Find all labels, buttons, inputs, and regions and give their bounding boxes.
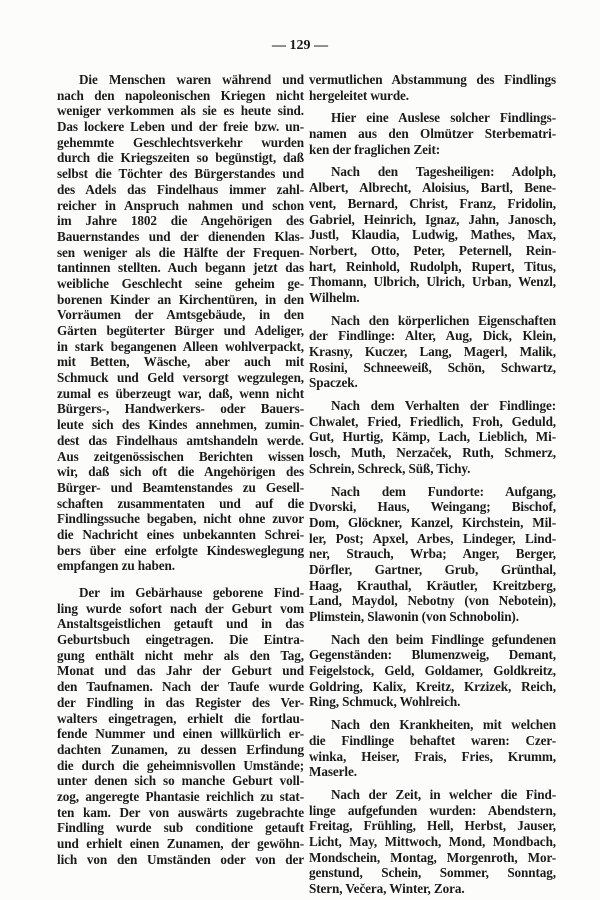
- text-line: Justl, Klaudia, Ludwig, Mathes, Max,: [309, 227, 556, 243]
- text-line: Findling wurde sub conditione getauft: [57, 820, 304, 836]
- text-line: Feigelstock, Geld, Goldamer, Goldkreitz,: [309, 663, 556, 679]
- paragraph: [309, 632, 556, 710]
- text-line: gehemmte Geschlechtsverkehr wurden: [57, 134, 304, 150]
- text-line: weibliche Geschlecht seine geheim ge-: [57, 275, 304, 291]
- text-line: linge aufgefunden wurden: Abendstern,: [309, 802, 556, 818]
- text-line: vent, Bernard, Christ, Franz, Fridolin,: [309, 195, 556, 211]
- text-line: die Findlinge behaftet waren: Czer-: [309, 732, 556, 748]
- text-line: Wilhelm.: [309, 289, 360, 305]
- text-line: Gabriel, Heinrich, Ignaz, Jahn, Janosch,: [309, 211, 556, 227]
- text-line: und erhielt einen Zunamen, der gewöhn-: [57, 836, 304, 851]
- paragraph: [309, 398, 556, 476]
- text-line: tantinnen stellten. Auch begann jetzt das: [57, 260, 304, 276]
- text-line: ner, Strauch, Wrba; Anger, Berger,: [309, 546, 556, 562]
- text-line: ten kam. Der von auswärts zugebrachte: [57, 804, 304, 820]
- text-line: Spaczek.: [309, 375, 358, 391]
- text-line: Norbert, Otto, Peter, Peternell, Rein-: [309, 242, 556, 258]
- text-line: vermutlichen Abstammung des Findlings: [309, 72, 556, 87]
- paragraph: [57, 585, 304, 867]
- text-line: Gärten begüterter Bürger und Adeliger,: [57, 323, 304, 338]
- text-line: winka, Heiser, Frais, Fries, Krumm,: [309, 748, 556, 764]
- text-line: ken der fraglichen Zeit:: [309, 141, 441, 157]
- text-line: Gegenständen: Blumenzweig, Demant,: [309, 647, 556, 663]
- text-line: der Findlinge: Alter, Aug, Dick, Klein,: [309, 328, 556, 344]
- text-line: Bauernstandes und der dienenden Klas-: [57, 228, 304, 244]
- text-line: ler, Post; Apxel, Arbes, Lindeger, Lind-: [309, 530, 556, 546]
- text-line: Nach dem Fundorte: Aufgang,: [331, 483, 556, 499]
- left-column: [57, 72, 304, 867]
- text-line: Krasny, Kuczer, Lang, Magerl, Malik,: [309, 344, 556, 359]
- text-line: lich von den Umständen oder von der: [57, 851, 304, 867]
- paragraph: [309, 164, 556, 305]
- text-line: Stern, Večera, Winter, Zora.: [309, 881, 465, 896]
- text-line: Findlingssuche begaben, nicht ohne zuvor: [57, 511, 304, 527]
- text-line: borenen Kinder an Kirchentüren, in den: [57, 291, 304, 307]
- text-line: Nach den beim Findlinge gefundenen: [331, 631, 556, 647]
- text-line: leute sich des Kindes annehmen, zumin-: [57, 417, 304, 433]
- text-line: hart, Reinhold, Rudolph, Rupert, Titus,: [309, 258, 556, 274]
- text-line: selbst die Töchter des Bürgerstandes und: [57, 166, 304, 182]
- paragraph: [309, 717, 556, 780]
- paragraph: [309, 787, 556, 897]
- paragraph: [309, 72, 556, 103]
- text-line: namen aus den Olmützer Sterbematri-: [309, 126, 556, 142]
- text-line: schaften zusammentaten und auf die: [57, 495, 304, 511]
- text-line: Aus zeitgenössischen Berichten wissen: [57, 448, 304, 464]
- paragraph: [309, 484, 556, 625]
- text-line: Bürger- und Beamtenstandes zu Gesell-: [57, 479, 304, 495]
- text-line: fende Nummer und einen willkürlich er-: [57, 726, 304, 742]
- text-line: Dörfler, Gartner, Grub, Grünthal,: [309, 561, 556, 577]
- text-line: empfangen zu haben.: [57, 558, 175, 574]
- text-line: weniger verkommen als sie es heute sind.: [57, 103, 304, 119]
- text-line: dachten Zunamen, zu dessen Erfindung: [57, 741, 304, 757]
- text-line: Schmuck und Geld versorgt wegzulegen,: [57, 370, 304, 386]
- text-line: Nach den Krankheiten, mit welchen: [331, 717, 556, 733]
- text-line: dest das Findelhaus amtshandeln werde.: [57, 432, 304, 448]
- text-line: Maserle.: [309, 764, 357, 780]
- text-line: Albert, Albrecht, Aloisius, Bartl, Bene-: [309, 180, 556, 196]
- text-line: Gut, Hurtig, Kämp, Lach, Lieblich, Mi-: [309, 429, 556, 445]
- text-line: in stark begangenen Alleen wohlverpackt,: [57, 338, 304, 354]
- text-line: Dvorski, Haus, Weingang; Bischof,: [309, 499, 556, 515]
- text-line: walters eingetragen, erhielt die fortlau-: [57, 710, 304, 726]
- text-line: Der im Gebärhause geborene Find-: [79, 585, 304, 600]
- text-line: die durch die geheimnisvollen Umstände;: [57, 757, 304, 773]
- text-line: im Jahre 1802 die Angehörigen des: [57, 213, 304, 229]
- text-line: Land, Maydol, Nebotny (von Nebotein),: [309, 593, 556, 609]
- text-line: des Adels das Findelhaus immer zahl-: [57, 181, 304, 197]
- text-line: Plimstein, Slawonin (von Schnobolin).: [309, 609, 519, 624]
- text-line: hergeleitet wurde.: [309, 87, 409, 103]
- text-line: Nach dem Verhalten der Findlinge:: [331, 398, 556, 414]
- text-line: der Findling in das Register des Ver-: [57, 694, 304, 710]
- text-line: ling wurde sofort nach der Geburt vom: [57, 600, 304, 616]
- text-line: sen weniger als die Hälfte der Frequen-: [57, 244, 304, 260]
- text-line: Vorräumen der Amtsgebäude, in den: [57, 307, 304, 323]
- text-line: Rosini, Schneeweiß, Schön, Schwartz,: [309, 359, 556, 375]
- text-line: genstund, Schein, Sommer, Sonntag,: [309, 865, 556, 881]
- text-line: Geburtsbuch eingetragen. Die Eintra-: [57, 632, 304, 648]
- text-line: Monat und das Jahr der Geburt und: [57, 663, 304, 679]
- text-line: mit Betten, Wäsche, aber auch mit: [57, 354, 304, 370]
- text-line: wir, daß sich oft die Angehörigen des: [57, 464, 304, 480]
- text-line: zumal es überzeugt war, daß, wenn nicht: [57, 385, 304, 401]
- text-line: Schrein, Schreck, Süß, Tichy.: [309, 460, 471, 476]
- text-line: gung enthält nicht mehr als den Tag,: [57, 647, 304, 663]
- text-line: den Taufnamen. Nach der Taufe wurde: [57, 679, 304, 695]
- text-line: Hier eine Auslese solcher Findlings-: [331, 110, 556, 126]
- text-line: Haag, Krauthal, Kräutler, Kreitzberg,: [309, 577, 556, 593]
- text-line: bers über eine erfolgte Kindesweglegung: [57, 542, 304, 558]
- paragraph: [309, 110, 556, 157]
- right-column: [309, 72, 556, 897]
- text-line: reicher in Anspruch nahmen und schon: [57, 197, 304, 213]
- text-line: Nach den körperlichen Eigenschaften: [331, 312, 556, 328]
- text-line: Nach den Tagesheiligen: Adolph,: [331, 164, 556, 180]
- text-line: Licht, May, Mittwoch, Mond, Mondbach,: [309, 833, 556, 849]
- text-line: Ring, Schmuck, Wohlreich.: [309, 694, 461, 710]
- text-line: Freitag, Frühling, Hell, Herbst, Jauser,: [309, 818, 556, 834]
- text-line: unter denen sich so manche Geburt voll-: [57, 773, 304, 789]
- text-line: nach den napoleonischen Kriegen nicht: [57, 87, 304, 103]
- text-line: die Nachricht eines unbekannten Schrei-: [57, 526, 304, 542]
- text-line: zog, angeregte Phantasie reichlich zu stat-: [57, 788, 304, 804]
- text-line: Mondschein, Montag, Morgenroth, Mor-: [309, 849, 556, 865]
- text-line: Bürgers-, Handwerkers- oder Bauers-: [57, 401, 304, 417]
- text-line: Die Menschen waren während und: [79, 72, 304, 87]
- text-line: durch die Kriegszeiten so begünstigt, daß: [57, 150, 304, 166]
- text-line: losch, Muth, Nerzaček, Ruth, Schmerz,: [309, 445, 556, 461]
- text-line: Thomann, Ulbrich, Ulrich, Urban, Wenzl,: [309, 274, 556, 290]
- text-line: Anstaltsgeistlichen getauft und in das: [57, 616, 304, 632]
- text-line: Dom, Glöckner, Kanzel, Kirchstein, Mil-: [309, 514, 556, 530]
- text-line: Das lockere Leben und der freie bzw. un-: [57, 119, 304, 135]
- paragraph: [309, 313, 556, 391]
- text-line: Chwalet, Fried, Friedlich, Froh, Geduld,: [309, 413, 556, 429]
- paragraph: [57, 72, 304, 574]
- page-number: — 129 —: [272, 38, 328, 53]
- text-line: Nach der Zeit, in welcher die Find-: [331, 786, 556, 802]
- text-line: Goldring, Kalix, Kreitz, Krzizek, Reich,: [309, 678, 556, 694]
